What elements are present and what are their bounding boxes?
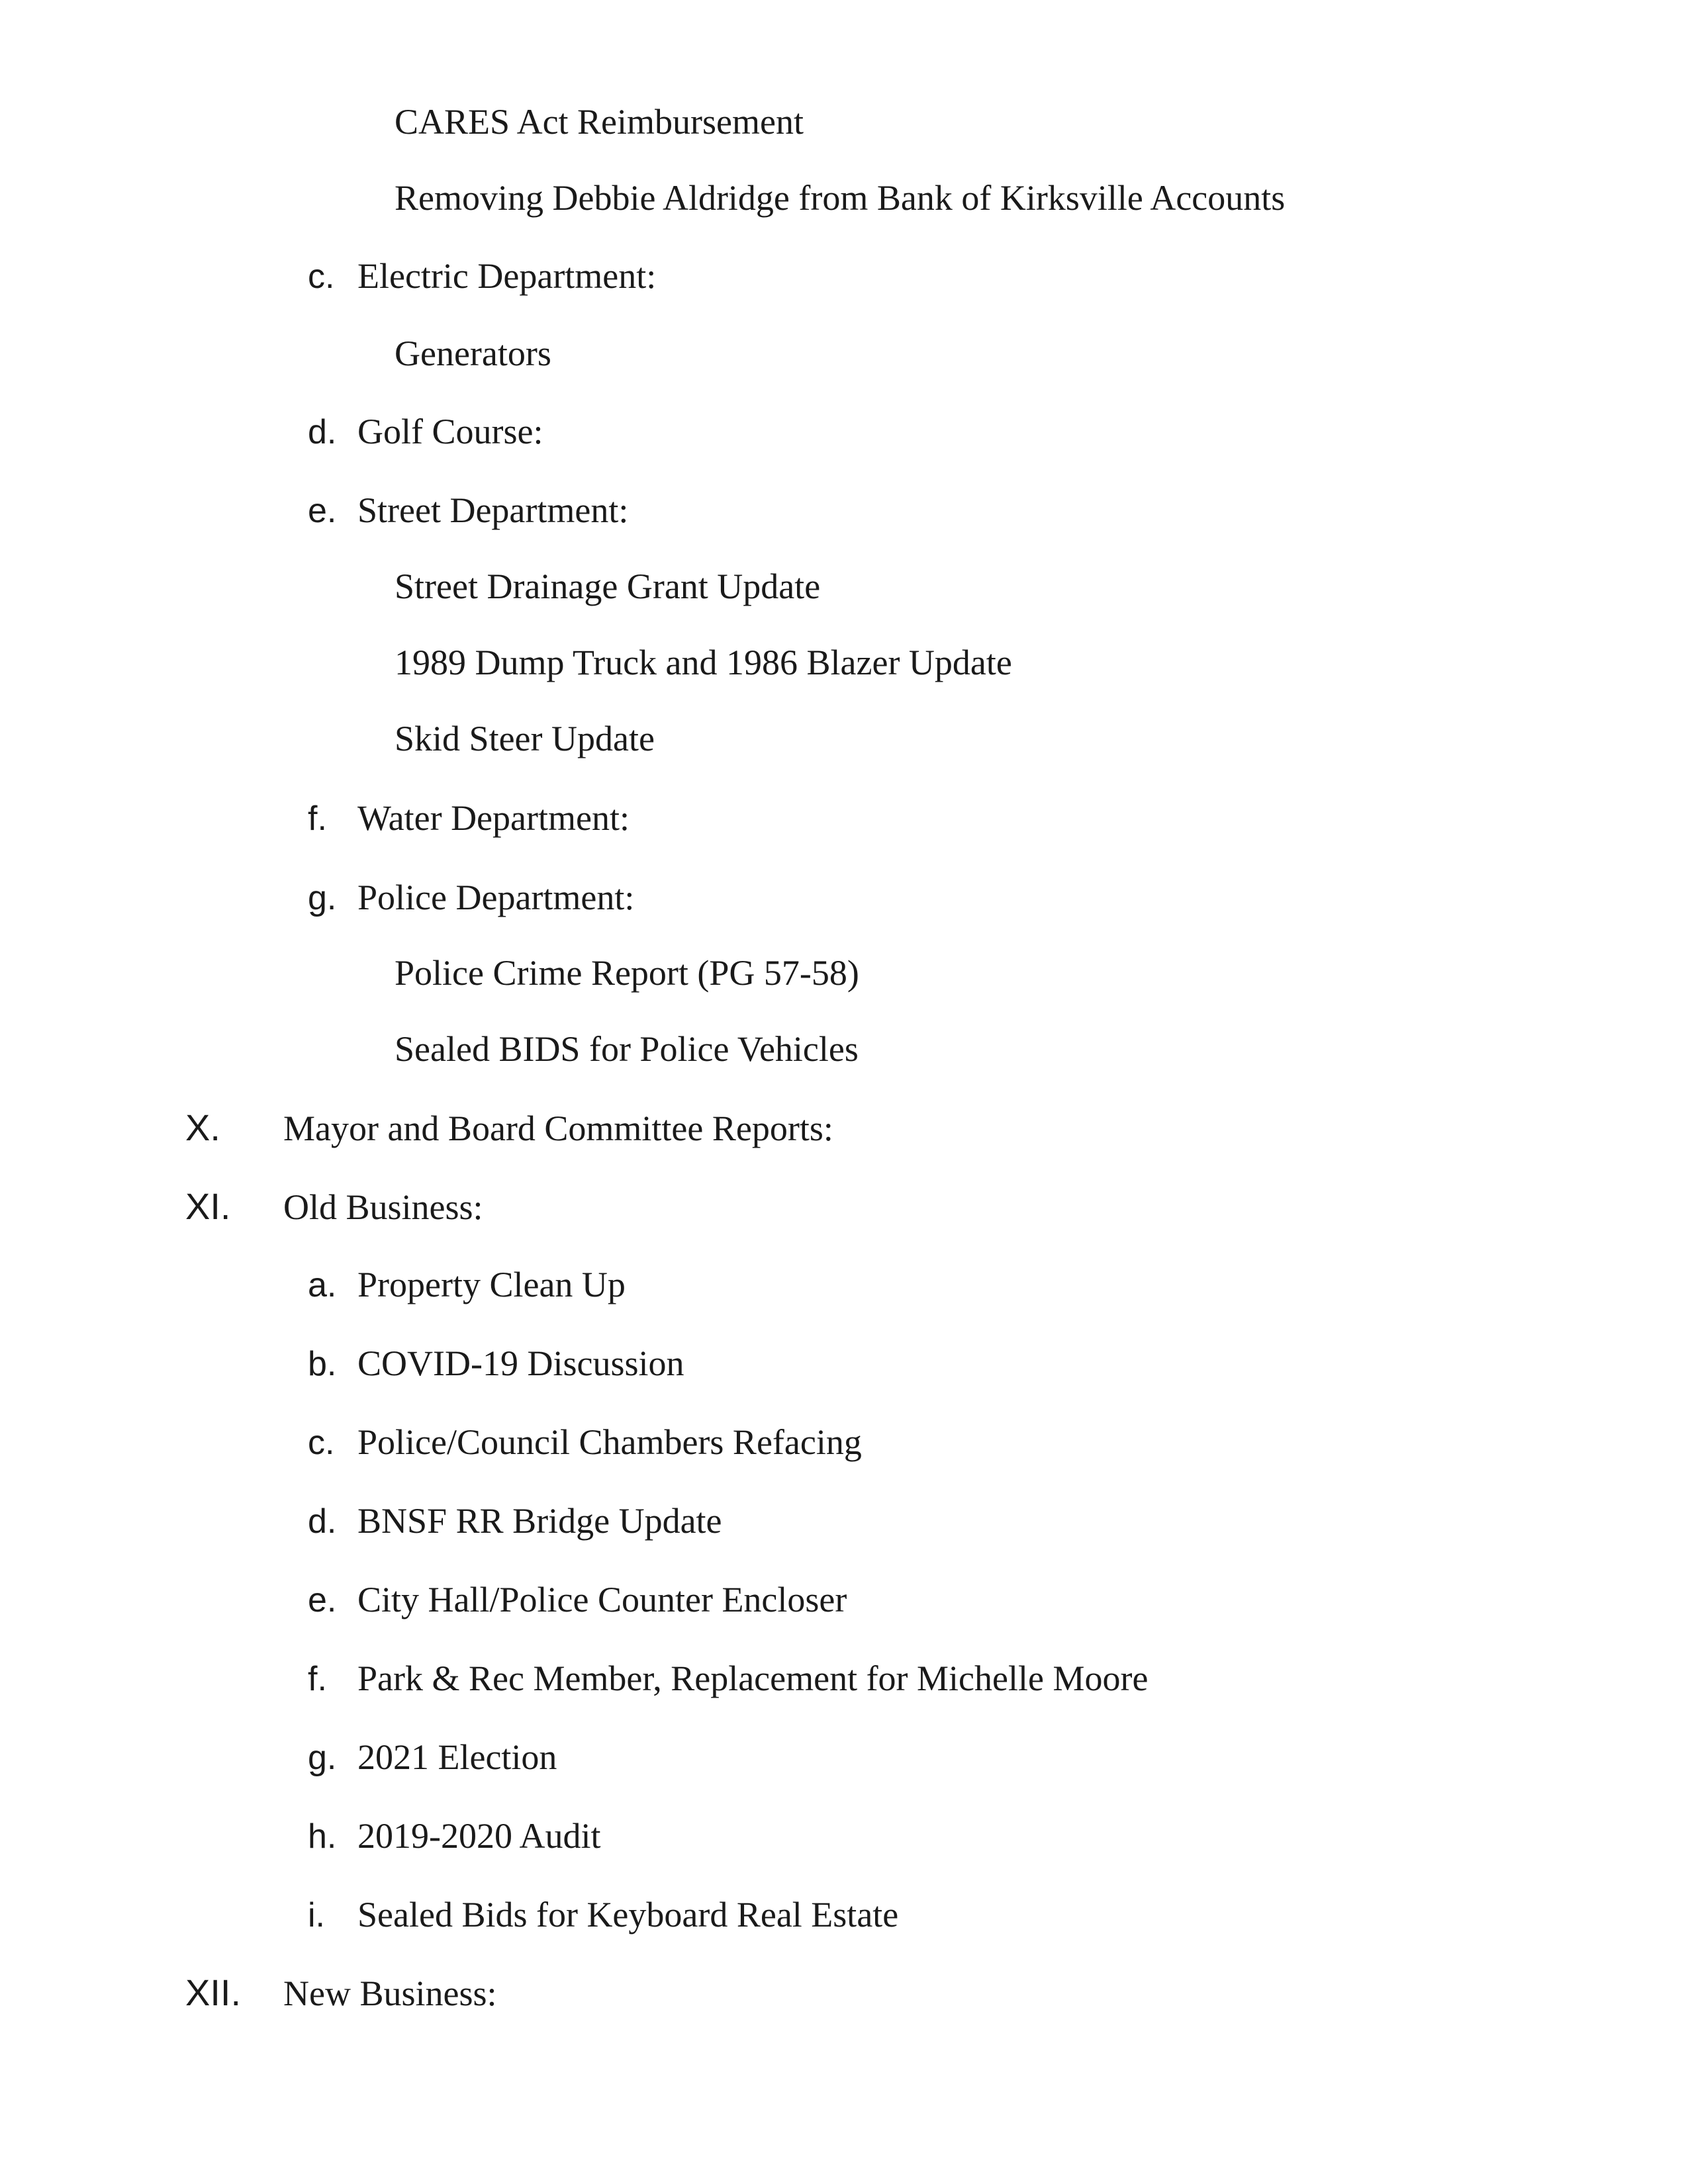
agenda-item-text: 2019-2020 Audit	[357, 1816, 601, 1856]
agenda-item-marker: g.	[308, 1739, 337, 1777]
agenda-item-text: Golf Course:	[357, 412, 543, 451]
agenda-subitem-text: Generators	[395, 334, 551, 373]
agenda-item-text: Sealed Bids for Keyboard Real Estate	[357, 1895, 899, 1934]
agenda-item-marker: i.	[308, 1896, 325, 1934]
agenda-item-text: Police Department:	[357, 878, 635, 917]
agenda-item-text: Water Department:	[357, 798, 630, 838]
agenda-section-heading: New Business:	[283, 1974, 497, 2013]
agenda-section-marker: X.	[185, 1107, 220, 1148]
agenda-item-text: Park & Rec Member, Replacement for Michelle Moore	[357, 1659, 1149, 1698]
agenda-item-text: BNSF RR Bridge Update	[357, 1501, 722, 1541]
agenda-item-marker: b.	[308, 1345, 337, 1383]
agenda-subitem-text: Police Crime Report (PG 57-58)	[395, 953, 859, 993]
agenda-subitem-text: CARES Act Reimbursement	[395, 102, 804, 142]
agenda-section-marker: XI.	[185, 1185, 231, 1227]
agenda-subitem-text: Sealed BIDS for Police Vehicles	[395, 1029, 859, 1069]
agenda-item-text: COVID-19 Discussion	[357, 1343, 684, 1383]
agenda-item-marker: f.	[308, 1660, 327, 1698]
agenda-item-marker: c.	[308, 1424, 335, 1462]
agenda-item-marker: e.	[308, 1581, 337, 1619]
agenda-item-marker: h.	[308, 1817, 337, 1856]
agenda-subitem-text: Removing Debbie Aldridge from Bank of Kirksville Accounts	[395, 178, 1286, 218]
agenda-section-heading: Mayor and Board Committee Reports:	[283, 1109, 833, 1148]
agenda-subitem-text: Street Drainage Grant Update	[395, 567, 821, 606]
agenda-subitem-text: Skid Steer Update	[395, 719, 655, 758]
agenda-item-text: 2021 Election	[357, 1737, 557, 1777]
agenda-item-text: Electric Department:	[357, 256, 657, 296]
agenda-section-heading: Old Business:	[283, 1187, 483, 1227]
agenda-item-text: City Hall/Police Counter Encloser	[357, 1580, 847, 1619]
agenda-item-marker: c.	[308, 257, 335, 296]
agenda-subitem-text: 1989 Dump Truck and 1986 Blazer Update	[395, 643, 1012, 682]
agenda-item-marker: e.	[308, 492, 337, 530]
agenda-item-marker: d.	[308, 413, 337, 451]
agenda-item-marker: a.	[308, 1266, 337, 1304]
agenda-item-text: Police/Council Chambers Refacing	[357, 1422, 862, 1462]
agenda-item-text: Property Clean Up	[357, 1265, 626, 1304]
agenda-item-text: Street Department:	[357, 490, 629, 530]
agenda-section-marker: XII.	[185, 1972, 242, 2013]
agenda-item-marker: d.	[308, 1502, 337, 1541]
agenda-item-marker: g.	[308, 879, 337, 917]
agenda-item-marker: f.	[308, 799, 327, 838]
